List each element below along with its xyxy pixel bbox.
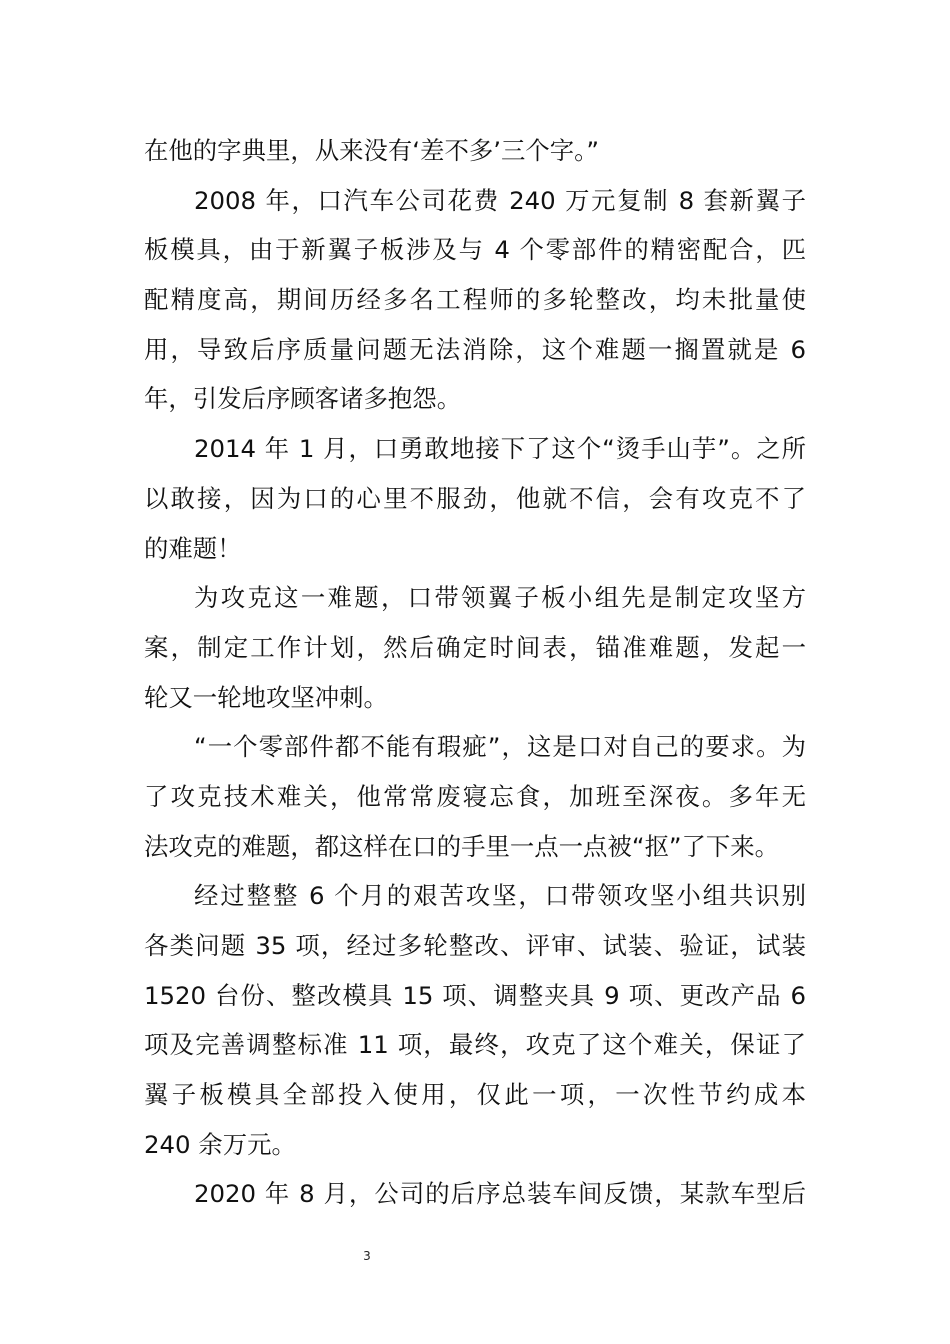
text-line: 240 余万元。: [144, 1129, 296, 1159]
paragraph-first-line: “一个零部件都不能有瑕疵”，这是口对自己的要求。为: [194, 732, 806, 762]
text-line: 轮又一轮地攻坚冲刺。: [144, 682, 388, 712]
text-line: 法攻克的难题，都这样在口的手里一点一点被“抠”了下来。: [144, 831, 780, 861]
paragraph-first-line: 2008 年，口汽车公司花费 240 万元复制 8 套新翼子: [194, 185, 806, 215]
text-line: 在他的字典里，从来没有‘差不多’三个字。”: [144, 136, 599, 165]
text-line: 以敢接，因为口的心里不服劲，他就不信，会有攻克不了: [144, 483, 806, 513]
text-line: 年，引发后序顾客诸多抱怨。: [144, 384, 462, 414]
paragraph-first-line: 2020 年 8 月，公司的后序总装车间反馈，某款车型后: [194, 1179, 806, 1209]
text-line: 的难题！: [144, 533, 242, 563]
page-number: [0, 1248, 950, 1264]
text-line: 1520 台份、整改模具 15 项、调整夹具 9 项、更改产品 6: [144, 980, 806, 1010]
text-line: 项及完善调整标准 11 项，最终，攻克了这个难关，保证了: [144, 1030, 806, 1060]
paragraph-first-line: 2014 年 1 月，口勇敢地接下了这个“烫手山芋”。之所: [194, 434, 806, 464]
text-line: 用，导致后序质量问题无法消除，这个难题一搁置就是 6: [144, 334, 806, 364]
text-line: 了攻克技术难关，他常常废寝忘食，加班至深夜。多年无: [144, 781, 806, 811]
page-number-text: 3: [363, 1249, 371, 1263]
body-text: [144, 126, 806, 1219]
text-line: 各类问题 35 项，经过多轮整改、评审、试装、验证，试装: [144, 931, 806, 960]
paragraph-first-line: 经过整整 6 个月的艰苦攻坚，口带领攻坚小组共识别: [194, 881, 806, 911]
text-line: 翼子板模具全部投入使用，仅此一项，一次性节约成本: [144, 1080, 806, 1110]
paragraph-first-line: 为攻克这一难题，口带领翼子板小组先是制定攻坚方: [194, 583, 806, 613]
text-line: 板模具，由于新翼子板涉及与 4 个零部件的精密配合，匹: [144, 235, 806, 265]
text-line: 配精度高，期间历经多名工程师的多轮整改，均未批量使: [144, 285, 806, 315]
text-line: 案，制定工作计划，然后确定时间表，锚准难题，发起一: [144, 632, 806, 662]
